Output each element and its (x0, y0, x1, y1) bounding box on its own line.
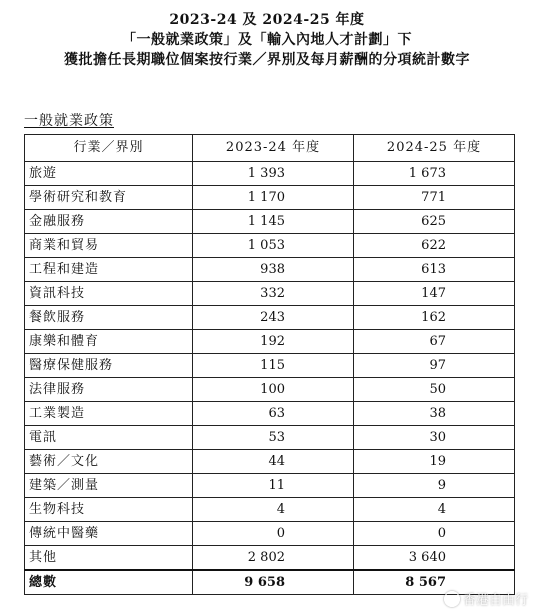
total-2024-25: 8 567 (354, 570, 515, 595)
value-2024-25-cell: 50 (354, 378, 515, 402)
value-2023-24-cell: 1 053 (193, 234, 354, 258)
table-row (25, 522, 515, 546)
value-2023-24-cell: 11 (193, 474, 354, 498)
header-line-1: 2023-24 及 2024-25 年度 (169, 12, 365, 28)
sector-cell: 旅遊 (25, 162, 193, 186)
value-2023-24-cell: 1 145 (193, 210, 354, 234)
value-2023-24-cell: 1 393 (193, 162, 354, 186)
sector-cell: 建築／測量 (25, 474, 193, 498)
watermark-logo-icon (444, 591, 460, 607)
sector-cell: 生物科技 (25, 498, 193, 522)
value-2024-25-cell: 3 640 (354, 546, 515, 571)
value-2024-25-cell: 162 (354, 306, 515, 330)
total-2023-24: 9 658 (193, 570, 354, 595)
value-2023-24-cell: 0 (193, 522, 354, 546)
sector-cell: 餐飲服務 (25, 306, 193, 330)
table-row (25, 162, 515, 186)
table-row (25, 354, 515, 378)
document-header (0, 10, 534, 70)
column-header-2023-24: 2023-24 年度 (193, 135, 354, 162)
sector-cell: 其他 (25, 546, 193, 571)
value-2023-24-cell: 332 (193, 282, 354, 306)
table-row (25, 282, 515, 306)
value-2023-24-cell: 44 (193, 450, 354, 474)
sector-cell: 康樂和體育 (25, 330, 193, 354)
table-row (25, 378, 515, 402)
sector-cell: 電訊 (25, 426, 193, 450)
value-2024-25-cell: 30 (354, 426, 515, 450)
value-2023-24-cell: 938 (193, 258, 354, 282)
table-row (25, 474, 515, 498)
table-row (25, 258, 515, 282)
value-2023-24-cell: 115 (193, 354, 354, 378)
value-2023-24-cell: 2 802 (193, 546, 354, 571)
table-row (25, 498, 515, 522)
sector-cell: 藝術／文化 (25, 450, 193, 474)
value-2023-24-cell: 100 (193, 378, 354, 402)
table-row (25, 306, 515, 330)
value-2023-24-cell: 1 170 (193, 186, 354, 210)
value-2023-24-cell: 63 (193, 402, 354, 426)
value-2024-25-cell: 19 (354, 450, 515, 474)
sector-cell: 資訊科技 (25, 282, 193, 306)
table-row (25, 450, 515, 474)
statistics-table (24, 134, 515, 595)
total-label: 總數 (25, 570, 193, 595)
value-2024-25-cell: 4 (354, 498, 515, 522)
table-row (25, 210, 515, 234)
section-title: 一般就業政策 (24, 113, 114, 129)
sector-cell: 金融服務 (25, 210, 193, 234)
value-2023-24-cell: 192 (193, 330, 354, 354)
value-2024-25-cell: 625 (354, 210, 515, 234)
table-row (25, 402, 515, 426)
column-header-2024-25: 2024-25 年度 (354, 135, 515, 162)
value-2023-24-cell: 4 (193, 498, 354, 522)
value-2023-24-cell: 53 (193, 426, 354, 450)
column-header-sector: 行業／界別 (25, 135, 193, 162)
watermark-text: 香港自由行 (462, 593, 528, 608)
sector-cell: 工業製造 (25, 402, 193, 426)
table-row (25, 330, 515, 354)
table-total-row (25, 570, 515, 595)
table-row (25, 234, 515, 258)
value-2024-25-cell: 97 (354, 354, 515, 378)
value-2024-25-cell: 147 (354, 282, 515, 306)
value-2024-25-cell: 771 (354, 186, 515, 210)
watermark (444, 589, 528, 608)
table-header-row (25, 135, 515, 162)
sector-cell: 工程和建造 (25, 258, 193, 282)
header-line-2: 「一般就業政策」及「輸入內地人才計劃」下 (122, 32, 412, 48)
value-2024-25-cell: 67 (354, 330, 515, 354)
value-2024-25-cell: 9 (354, 474, 515, 498)
table-row (25, 186, 515, 210)
value-2024-25-cell: 0 (354, 522, 515, 546)
sector-cell: 法律服務 (25, 378, 193, 402)
value-2024-25-cell: 1 673 (354, 162, 515, 186)
sector-cell: 傳統中醫藥 (25, 522, 193, 546)
value-2024-25-cell: 622 (354, 234, 515, 258)
sector-cell: 醫療保健服務 (25, 354, 193, 378)
header-line-3: 獲批擔任長期職位個案按行業／界別及每月薪酬的分項統計數字 (64, 52, 470, 68)
value-2024-25-cell: 38 (354, 402, 515, 426)
table-row (25, 426, 515, 450)
value-2024-25-cell: 613 (354, 258, 515, 282)
value-2023-24-cell: 243 (193, 306, 354, 330)
sector-cell: 商業和貿易 (25, 234, 193, 258)
sector-cell: 學術研究和教育 (25, 186, 193, 210)
table-row (25, 546, 515, 571)
